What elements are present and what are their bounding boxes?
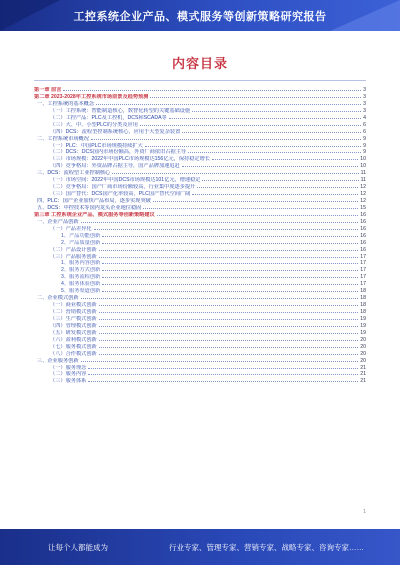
toc-entry[interactable]	[34, 358, 366, 365]
toc-leader-dots	[81, 361, 359, 362]
toc-entry-title: （六）盈利模式创新	[50, 336, 97, 343]
toc-entry-title: 1、产品功能创新	[61, 232, 101, 239]
toc-divider	[34, 80, 366, 81]
toc-leader-dots	[112, 173, 358, 174]
toc-leader-dots	[157, 215, 358, 216]
toc-leader-dots	[88, 381, 358, 382]
toc-entry-page: 19	[360, 322, 366, 329]
toc-entry[interactable]	[34, 156, 366, 163]
toc-entry-title: 4、服务体验创新	[61, 281, 101, 288]
toc-entry-title: （四）DCS：流程型控制系统核心，应用于大型复杂装置	[50, 128, 181, 135]
toc-leader-dots	[102, 243, 358, 244]
toc-entry-page: 21	[360, 371, 366, 378]
toc-leader-dots	[143, 208, 358, 209]
toc-entry[interactable]	[34, 122, 366, 129]
toc-entry-page: 12	[360, 198, 366, 204]
toc-leader-dots	[102, 236, 358, 237]
toc-leader-dots	[192, 111, 361, 112]
toc-entry[interactable]	[34, 212, 366, 219]
header-decoration-left	[0, 0, 60, 31]
toc-entry-page: 20	[360, 357, 366, 364]
toc-entry-page: 19	[360, 329, 366, 336]
toc-entry[interactable]	[34, 233, 366, 240]
toc-entry[interactable]	[34, 198, 366, 205]
toc-entry[interactable]	[34, 378, 366, 385]
toc-entry[interactable]	[34, 344, 366, 351]
toc-entry[interactable]	[34, 330, 366, 337]
toc-entry[interactable]	[34, 101, 366, 108]
toc-entry-page: 9	[363, 149, 366, 156]
toc-leader-dots	[150, 97, 361, 98]
toc-entry[interactable]	[34, 323, 366, 330]
toc-entry-title: 三、DCS：流程型工业控制核心	[37, 170, 111, 177]
toc-leader-dots	[102, 284, 358, 285]
toc-leader-dots	[99, 305, 359, 306]
toc-entry-title: （三）大、中、小型PLC的分类及应用	[50, 121, 138, 128]
toc-leader-dots	[99, 319, 359, 320]
toc-entry-page: 3	[363, 107, 366, 114]
toc-entry-page: 18	[360, 295, 366, 302]
toc-entry[interactable]	[34, 184, 366, 191]
toc-entry-page: 18	[360, 309, 366, 315]
toc-entry-title: （二）竞争格局：国产厂商市场份额较高，行业集中度逐步提升	[50, 184, 196, 191]
toc-entry-title: （一）商业模式创新	[50, 302, 97, 309]
toc-entry-title: 3、服务流程创新	[61, 274, 101, 281]
report-header	[0, 0, 400, 31]
toc-leader-dots	[99, 312, 359, 313]
toc-entry-page: 17	[360, 267, 366, 274]
toc-entry[interactable]	[34, 260, 366, 267]
toc-leader-dots	[96, 104, 361, 105]
toc-entry-page: 16	[360, 232, 366, 239]
toc-entry-title: （三）产品服务创新	[50, 253, 97, 260]
toc-leader-dots	[212, 159, 358, 160]
footer-tagline: 行业专家、管理专家、营销专家、战略专家、咨询专家……	[169, 542, 364, 552]
toc-entry[interactable]	[34, 240, 366, 247]
toc-entry-title: （七）服务模式创新	[50, 343, 97, 350]
toc-heading: 内容目录	[171, 56, 228, 71]
toc-entry[interactable]	[34, 170, 366, 177]
toc-entry-title: （四）管理模式创新	[50, 322, 97, 329]
toc-entry-title: 第一章 前言	[34, 87, 62, 93]
toc-entry-page: 12	[360, 184, 366, 191]
toc-entry-title: （二）产品设计创新	[50, 246, 97, 253]
toc-entry-page: 10	[360, 163, 366, 170]
toc-entry-page: 18	[360, 288, 366, 295]
table-of-contents	[34, 87, 366, 504]
toc-leader-dots	[99, 340, 359, 341]
toc-entry-page: 17	[360, 253, 366, 260]
toc-entry[interactable]	[34, 115, 366, 122]
toc-entry[interactable]	[34, 267, 366, 274]
toc-entry-title: （三）国产替代：DCS国产化率较高，PLC国产替代空间广阔	[50, 191, 191, 198]
toc-entry[interactable]	[34, 219, 366, 226]
toc-leader-dots	[197, 187, 358, 188]
toc-leader-dots	[99, 257, 359, 258]
toc-entry-page: 6	[363, 121, 366, 128]
toc-entry-title: （三）市场规模：2022年中国PLC市场规模达156亿元，保持稳定增长	[50, 156, 210, 163]
toc-entry-title: （一）市场空间：2022年中国DCS市场规模达101亿元，增速稳定	[50, 177, 201, 184]
toc-leader-dots	[99, 347, 359, 348]
toc-entry-title: （四）竞争格局：外资品牌占据主导，国产品牌加速追赶	[50, 163, 180, 170]
toc-entry-page: 3	[363, 100, 366, 107]
toc-entry-page: 16	[360, 218, 366, 225]
toc-entry[interactable]	[34, 191, 366, 198]
toc-entry[interactable]	[34, 281, 366, 288]
toc-leader-dots	[102, 291, 358, 292]
toc-entry[interactable]	[34, 316, 366, 323]
toc-entry-page: 20	[360, 343, 366, 350]
toc-entry[interactable]	[34, 108, 366, 115]
toc-leader-dots	[81, 298, 359, 299]
toc-entry[interactable]	[34, 87, 366, 94]
footer-slogan: 让每个人都能成为	[48, 542, 108, 552]
toc-entry-page: 17	[360, 274, 366, 281]
toc-leader-dots	[169, 118, 361, 119]
toc-entry-page: 9	[363, 142, 366, 149]
toc-entry[interactable]	[34, 143, 366, 150]
toc-leader-dots	[91, 139, 361, 140]
toc-entry[interactable]	[34, 136, 366, 143]
toc-leader-dots	[102, 270, 358, 271]
toc-entry-page: 20	[360, 336, 366, 343]
toc-entry-title: （八）合作模式创新	[50, 350, 97, 357]
toc-leader-dots	[182, 166, 359, 167]
report-footer	[0, 529, 400, 565]
toc-entry-title: 第二章 2023-2028年工控系统市场前景及趋势预测	[34, 93, 149, 100]
toc-entry-page: 3	[363, 87, 366, 93]
toc-entry-page: 21	[360, 364, 366, 371]
toc-entry[interactable]	[34, 149, 366, 156]
toc-leader-dots	[140, 125, 361, 126]
toc-leader-dots	[202, 180, 358, 181]
toc-entry-title: （三）生产模式创新	[50, 315, 97, 322]
toc-entry-page: 3	[363, 93, 366, 100]
toc-leader-dots	[188, 152, 361, 153]
toc-entry-page: 16	[360, 225, 366, 232]
toc-entry[interactable]	[34, 163, 366, 170]
toc-entry-title: （三）服务体系	[50, 378, 87, 385]
toc-leader-dots	[102, 263, 358, 264]
toc-entry-page: 21	[360, 378, 366, 385]
toc-entry[interactable]	[34, 288, 366, 295]
toc-entry[interactable]	[34, 247, 366, 254]
toc-leader-dots	[145, 146, 361, 147]
toc-entry-page: 20	[360, 350, 366, 357]
toc-leader-dots	[102, 277, 358, 278]
toc-entry-title: 四、PLC：国产企业加快产品布局，逐步实现突破	[37, 198, 151, 204]
toc-entry-title: 第三章 工控系统企业产品、模式服务等创新策略建议	[34, 211, 155, 218]
toc-entry[interactable]	[34, 337, 366, 344]
toc-entry-title: 一、工控系统的基本概念	[37, 100, 95, 107]
toc-entry-page: 6	[363, 128, 366, 135]
toc-entry-title: 5、服务渠道创新	[61, 288, 101, 295]
toc-entry-page: 17	[360, 281, 366, 288]
toc-entry-page: 12	[360, 191, 366, 198]
toc-entry-page: 17	[360, 260, 366, 267]
toc-leader-dots	[182, 132, 361, 133]
toc-entry-page: 16	[360, 246, 366, 253]
toc-entry[interactable]	[34, 309, 366, 316]
toc-entry-title: （一）服务理念	[50, 364, 87, 371]
toc-entry-title: 一、企业产品创新	[37, 218, 79, 225]
toc-entry-title: 2、服务方式创新	[61, 267, 101, 274]
toc-entry-page: 19	[360, 315, 366, 322]
toc-leader-dots	[99, 250, 359, 251]
toc-leader-dots	[81, 222, 359, 223]
header-decoration-right	[330, 0, 400, 31]
toc-entry-title: 三、企业服务创新	[37, 357, 79, 364]
toc-entry-title: 2、产品质量创新	[61, 239, 101, 246]
toc-entry-title: （一）产品差异化	[50, 225, 92, 232]
toc-leader-dots	[99, 333, 359, 334]
toc-entry-page: 18	[360, 302, 366, 309]
toc-entry-page: 10	[360, 156, 366, 163]
toc-entry[interactable]	[34, 371, 366, 378]
page-number: 1	[363, 509, 366, 515]
toc-entry-page: 11	[360, 170, 366, 177]
toc-entry-title: （五）研发模式创新	[50, 329, 97, 336]
toc-entry[interactable]	[34, 205, 366, 212]
toc-entry[interactable]	[34, 177, 366, 184]
toc-entry-page: 4	[363, 114, 366, 121]
toc-entry-title: 二、工控系统市场概况	[37, 135, 89, 142]
toc-entry[interactable]	[34, 94, 366, 101]
toc-entry-title: （二）工控产品：PLC及工控机，DCS和SCADA等	[50, 114, 167, 121]
toc-leader-dots	[99, 326, 359, 327]
toc-entry[interactable]	[34, 351, 366, 358]
toc-entry[interactable]	[34, 129, 366, 136]
toc-leader-dots	[88, 374, 358, 375]
toc-leader-dots	[63, 90, 361, 91]
toc-entry-page: 16	[360, 211, 366, 218]
toc-entry[interactable]	[34, 365, 366, 372]
toc-entry-page: 16	[360, 239, 366, 246]
toc-leader-dots	[153, 201, 358, 202]
toc-entry-title: 1、服务内容创新	[61, 260, 101, 267]
toc-entry-title: 二、企业模式创新	[37, 295, 79, 302]
toc-entry-title: （一）工控系统：智能制造核心，数智化转型的关键基础设施	[50, 107, 191, 114]
toc-entry-page: 15	[360, 204, 366, 211]
toc-entry-title: 五、DCS：中控技术等国内龙头企业地位稳固	[37, 204, 142, 211]
toc-entry[interactable]	[34, 302, 366, 309]
toc-entry-page: 11	[360, 177, 366, 184]
toc-entry[interactable]	[34, 254, 366, 261]
toc-entry[interactable]	[34, 274, 366, 281]
toc-entry[interactable]	[34, 295, 366, 302]
toc-entry-title: （二）DCS：DCS国内市场份额高，外资厂商依旧占据主导	[50, 149, 187, 156]
toc-entry-title: （二）营销模式创新	[50, 309, 97, 315]
toc-entry-page: 9	[363, 135, 366, 142]
toc-entry-title: （一）PLC：中国PLC市场规模持续扩大	[50, 142, 143, 149]
toc-leader-dots	[99, 354, 359, 355]
toc-leader-dots	[192, 194, 358, 195]
toc-entry-title: （二）服务内容	[50, 371, 87, 378]
toc-entry[interactable]	[34, 226, 366, 233]
report-title: 工控系统企业产品、模式服务等创新策略研究报告	[73, 10, 327, 23]
toc-leader-dots	[94, 229, 359, 230]
toc-leader-dots	[88, 368, 358, 369]
